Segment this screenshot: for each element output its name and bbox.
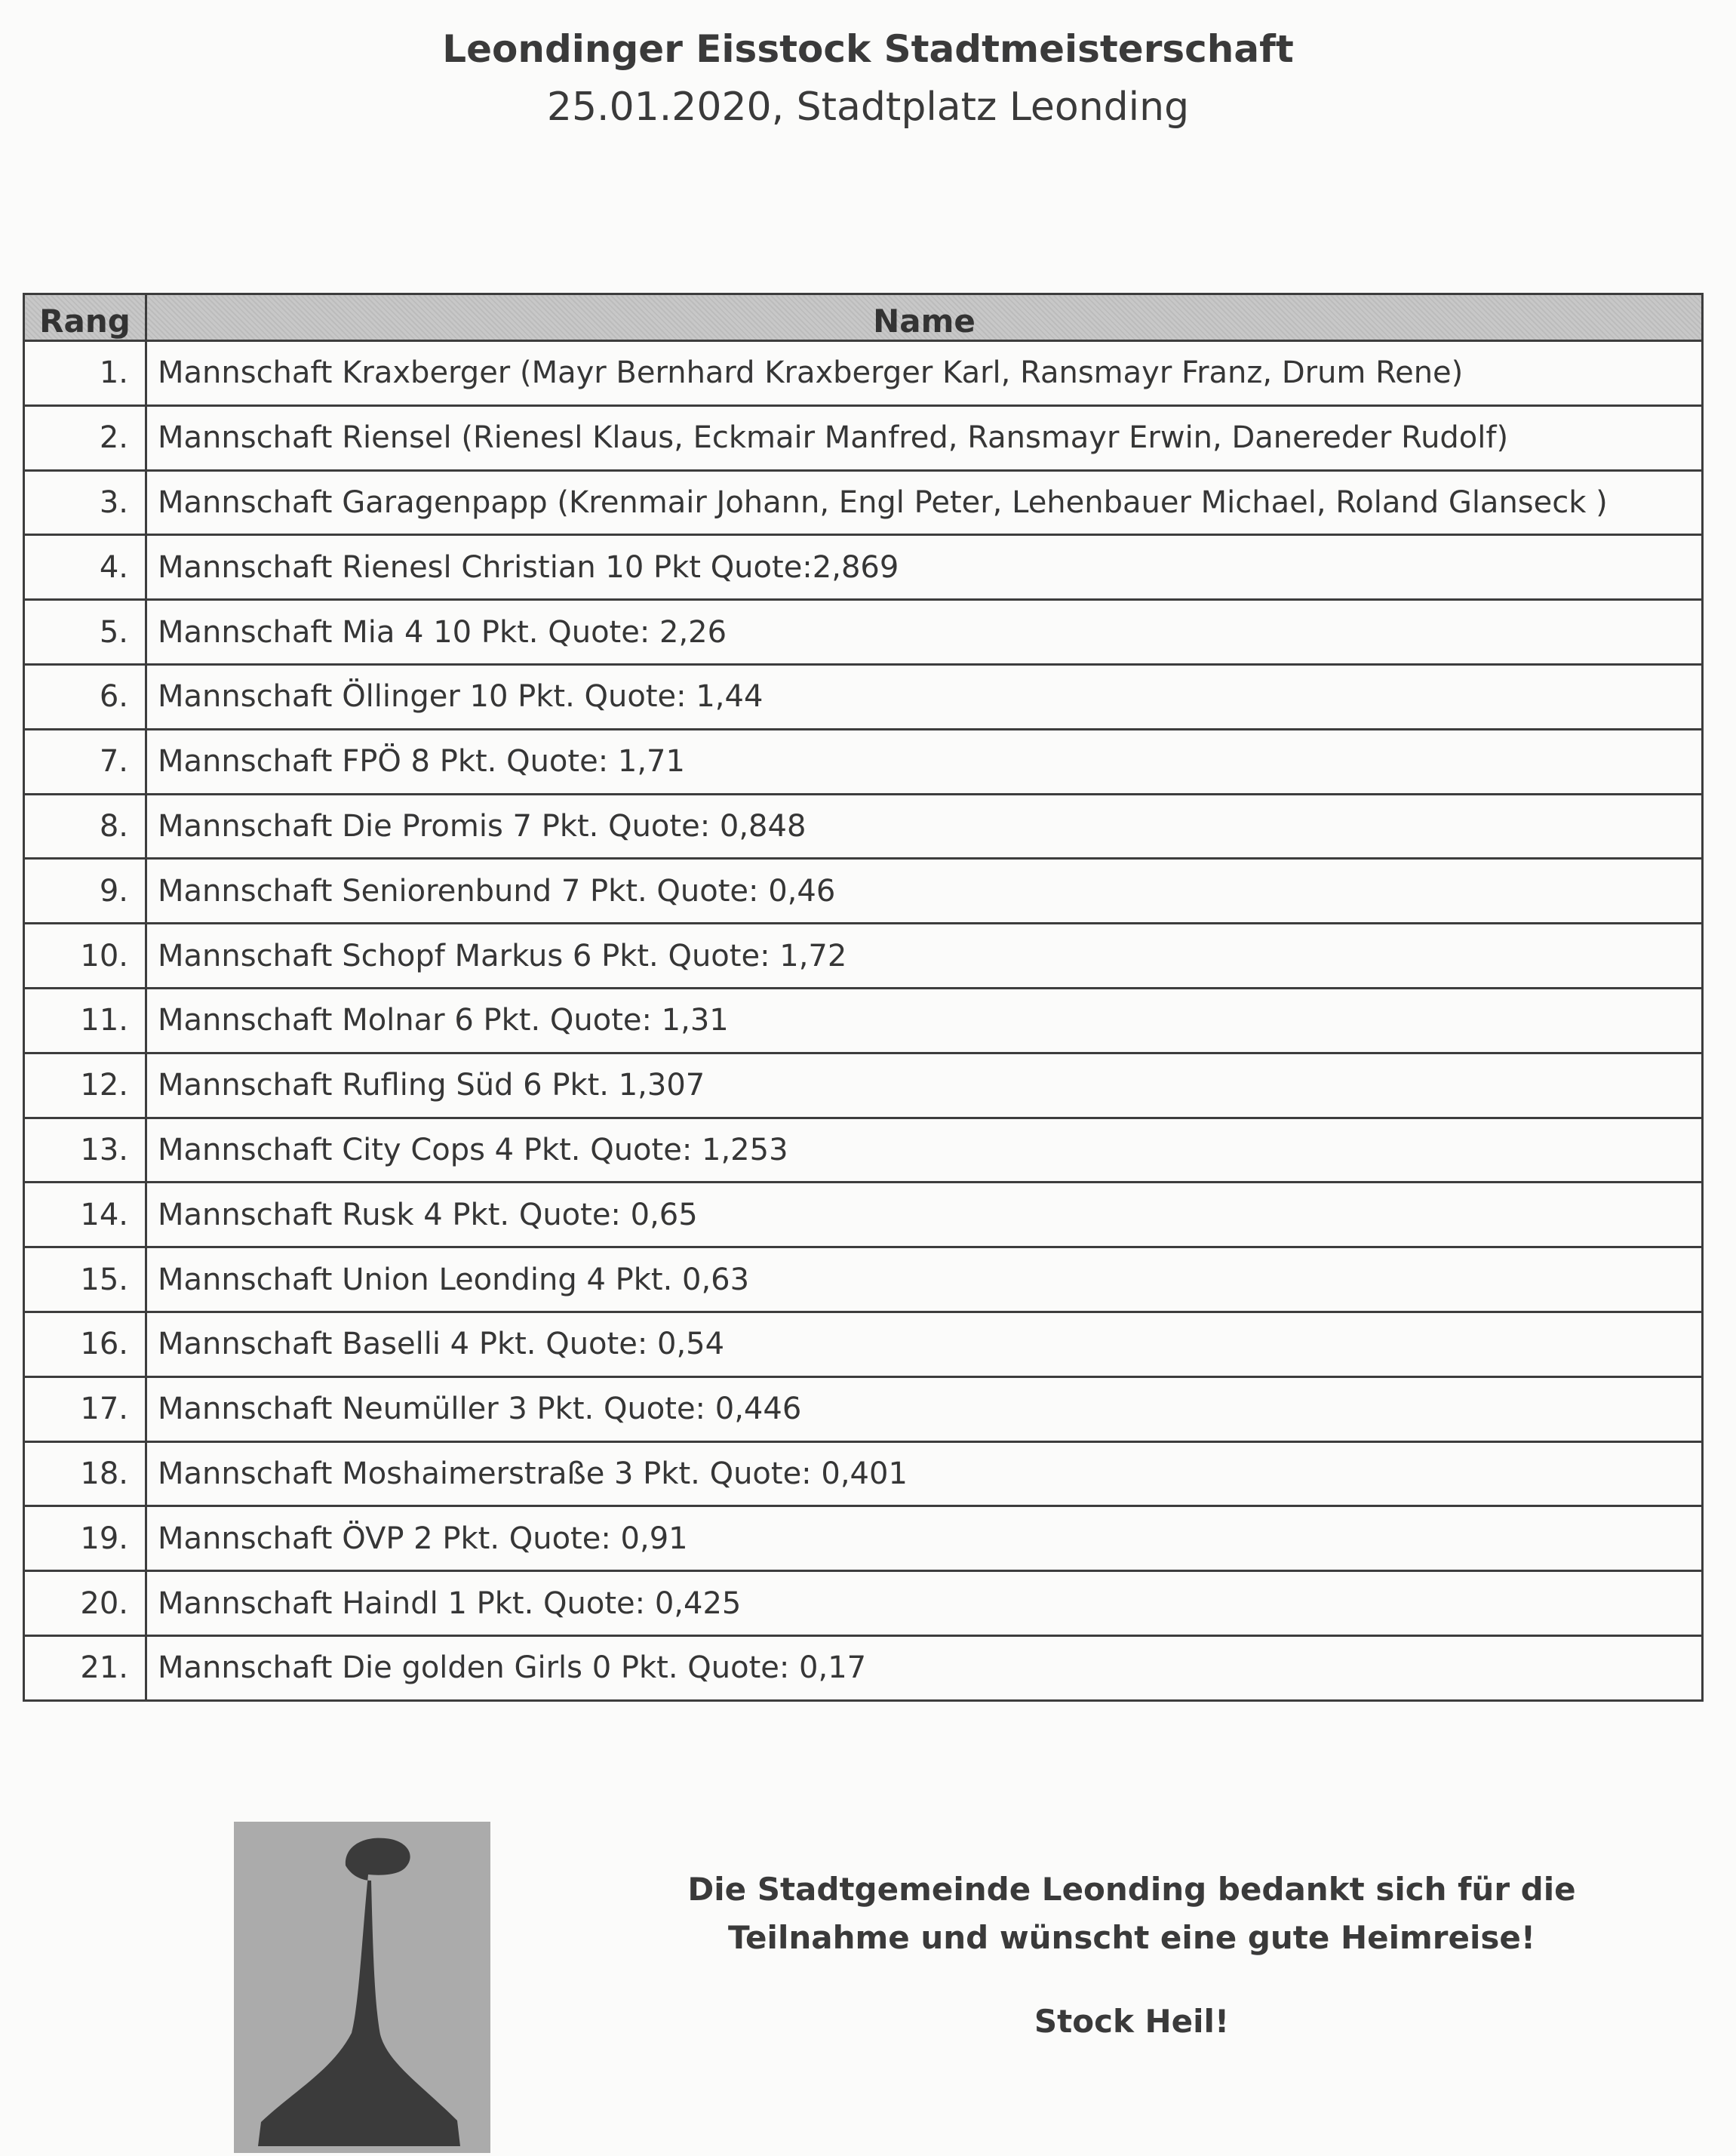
rank-cell: 10. xyxy=(24,924,146,989)
table-row xyxy=(24,341,1703,406)
results-table-body xyxy=(24,341,1703,1701)
table-row xyxy=(24,664,1703,729)
rank-cell: 4. xyxy=(24,535,146,600)
rank-cell: 20. xyxy=(24,1571,146,1636)
results-table xyxy=(23,293,1704,1702)
team-name-cell: Mannschaft Rufling Süd 6 Pkt. 1,307 xyxy=(146,1053,1703,1118)
team-name-cell: Mannschaft Mia 4 10 Pkt. Quote: 2,26 xyxy=(146,600,1703,665)
column-header-rank: Rang xyxy=(24,294,146,341)
rank-cell: 17. xyxy=(24,1376,146,1441)
team-name-cell: Mannschaft Öllinger 10 Pkt. Quote: 1,44 xyxy=(146,664,1703,729)
eisstock-icon xyxy=(234,1822,490,2153)
table-header-row xyxy=(24,294,1703,341)
table-row xyxy=(24,405,1703,470)
rank-cell: 7. xyxy=(24,729,146,794)
team-name-cell: Mannschaft Haindl 1 Pkt. Quote: 0,425 xyxy=(146,1571,1703,1636)
table-row xyxy=(24,535,1703,600)
team-name-cell: Mannschaft Rienesl Christian 10 Pkt Quote:2,869 xyxy=(146,535,1703,600)
rank-cell: 19. xyxy=(24,1506,146,1571)
table-row xyxy=(24,1118,1703,1183)
team-name-cell: Mannschaft Rusk 4 Pkt. Quote: 0,65 xyxy=(146,1183,1703,1247)
table-row xyxy=(24,1506,1703,1571)
eisstock-logo xyxy=(234,1822,490,2153)
rank-cell: 9. xyxy=(24,859,146,924)
table-row xyxy=(24,794,1703,859)
table-row xyxy=(24,1183,1703,1247)
thanks-line-1: Die Stadtgemeinde Leonding bedankt sich für die xyxy=(687,1871,1576,1908)
rank-cell: 12. xyxy=(24,1053,146,1118)
team-name-cell: Mannschaft Seniorenbund 7 Pkt. Quote: 0,46 xyxy=(146,859,1703,924)
team-name-cell: Mannschaft Kraxberger (Mayr Bernhard Kraxberger Karl, Ransmayr Franz, Drum Rene) xyxy=(146,341,1703,406)
table-row xyxy=(24,600,1703,665)
table-row xyxy=(24,729,1703,794)
table-row xyxy=(24,1571,1703,1636)
table-row xyxy=(24,988,1703,1053)
rank-cell: 6. xyxy=(24,664,146,729)
rank-cell: 16. xyxy=(24,1312,146,1376)
closing-salutation: Stock Heil! xyxy=(1034,2003,1230,2040)
team-name-cell: Mannschaft Riensel (Rienesl Klaus, Eckmair Manfred, Ransmayr Erwin, Danereder Rudolf) xyxy=(146,405,1703,470)
team-name-cell: Mannschaft Moshaimerstraße 3 Pkt. Quote: 0,401 xyxy=(146,1441,1703,1506)
table-row xyxy=(24,1312,1703,1376)
team-name-cell: Mannschaft City Cops 4 Pkt. Quote: 1,253 xyxy=(146,1118,1703,1183)
table-row xyxy=(24,470,1703,535)
team-name-cell: Mannschaft Neumüller 3 Pkt. Quote: 0,446 xyxy=(146,1376,1703,1441)
table-row xyxy=(24,1247,1703,1312)
team-name-cell: Mannschaft Molnar 6 Pkt. Quote: 1,31 xyxy=(146,988,1703,1053)
team-name-cell: Mannschaft ÖVP 2 Pkt. Quote: 0,91 xyxy=(146,1506,1703,1571)
team-name-cell: Mannschaft Baselli 4 Pkt. Quote: 0,54 xyxy=(146,1312,1703,1376)
rank-cell: 13. xyxy=(24,1118,146,1183)
table-row xyxy=(24,924,1703,989)
thanks-line-2: Teilnahme und wünscht eine gute Heimreise! xyxy=(727,1919,1535,1956)
table-row xyxy=(24,1376,1703,1441)
team-name-cell: Mannschaft Union Leonding 4 Pkt. 0,63 xyxy=(146,1247,1703,1312)
rank-cell: 14. xyxy=(24,1183,146,1247)
table-row xyxy=(24,1441,1703,1506)
rank-cell: 21. xyxy=(24,1635,146,1700)
rank-cell: 18. xyxy=(24,1441,146,1506)
rank-cell: 3. xyxy=(24,470,146,535)
team-name-cell: Mannschaft Die Promis 7 Pkt. Quote: 0,848 xyxy=(146,794,1703,859)
team-name-cell: Mannschaft FPÖ 8 Pkt. Quote: 1,71 xyxy=(146,729,1703,794)
rank-cell: 8. xyxy=(24,794,146,859)
team-name-cell: Mannschaft Schopf Markus 6 Pkt. Quote: 1,72 xyxy=(146,924,1703,989)
team-name-cell: Mannschaft Garagenpapp (Krenmair Johann, Engl Peter, Lehenbauer Michael, Roland Glanseck ) xyxy=(146,470,1703,535)
rank-cell: 1. xyxy=(24,341,146,406)
document-title: Leondinger Eisstock Stadtmeisterschaft xyxy=(442,27,1294,71)
table-row xyxy=(24,1635,1703,1700)
table-row xyxy=(24,859,1703,924)
rank-cell: 11. xyxy=(24,988,146,1053)
rank-cell: 5. xyxy=(24,600,146,665)
rank-cell: 2. xyxy=(24,405,146,470)
column-header-name: Name xyxy=(146,294,1703,341)
thanks-message xyxy=(679,1865,1584,1962)
document-subtitle: 25.01.2020, Stadtplatz Leonding xyxy=(546,85,1190,130)
table-row xyxy=(24,1053,1703,1118)
rank-cell: 15. xyxy=(24,1247,146,1312)
team-name-cell: Mannschaft Die golden Girls 0 Pkt. Quote: 0,17 xyxy=(146,1635,1703,1700)
